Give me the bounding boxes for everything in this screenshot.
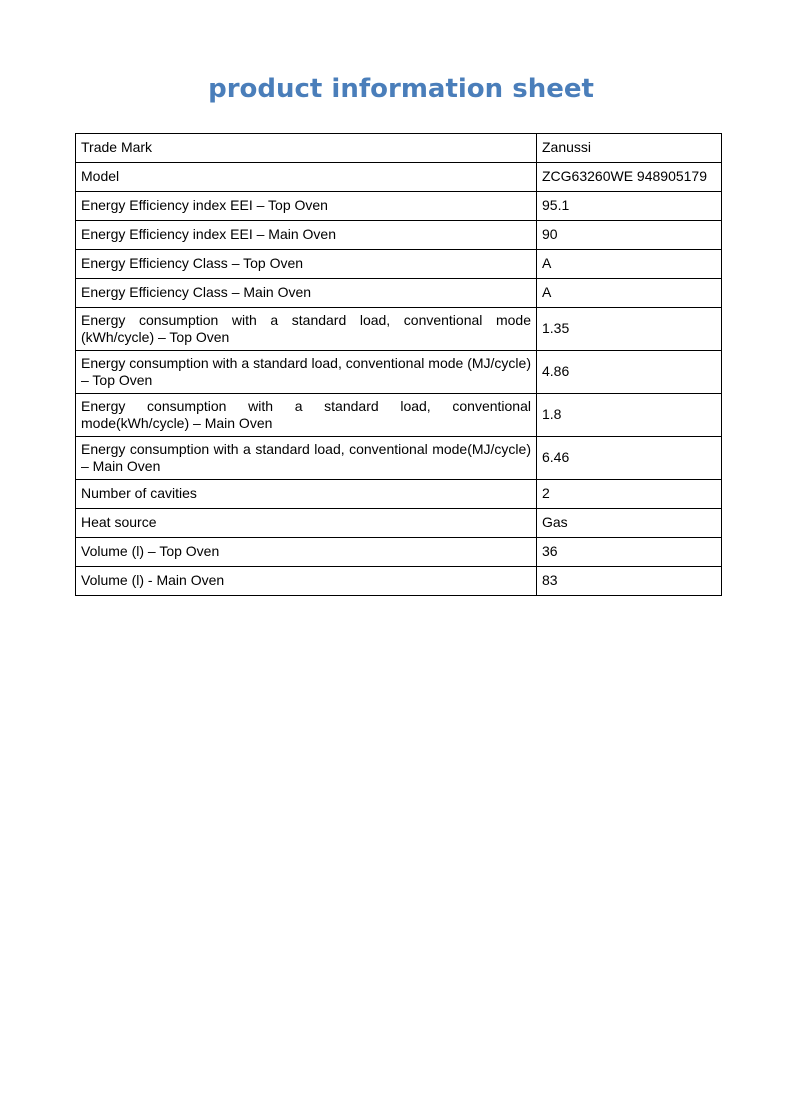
label-cell: Energy consumption with a standard load, conventional mode(kWh/cycle) – Main Oven <box>76 394 537 437</box>
page-title: product information sheet <box>208 74 594 104</box>
label-cell: Volume (l) - Main Oven <box>76 567 537 596</box>
label-cell: Number of cavities <box>76 480 537 509</box>
label-cell: Energy Efficiency Class – Top Oven <box>76 250 537 279</box>
value-cell: 90 <box>537 221 722 250</box>
product-info-table <box>75 133 722 596</box>
table-row <box>76 538 722 567</box>
table-row <box>76 509 722 538</box>
table-row <box>76 134 722 163</box>
label-cell: Energy Efficiency Class – Main Oven <box>76 279 537 308</box>
table-row <box>76 437 722 480</box>
table-row <box>76 351 722 394</box>
label-cell: Energy consumption with a standard load, conventional mode(MJ/cycle) – Main Oven <box>76 437 537 480</box>
table-row <box>76 279 722 308</box>
label-cell: Energy Efficiency index EEI – Main Oven <box>76 221 537 250</box>
table-row <box>76 221 722 250</box>
table-row <box>76 192 722 221</box>
table-row <box>76 480 722 509</box>
table-row <box>76 308 722 351</box>
label-cell: Volume (l) – Top Oven <box>76 538 537 567</box>
value-cell: A <box>537 279 722 308</box>
value-cell: 36 <box>537 538 722 567</box>
value-cell: 1.8 <box>537 394 722 437</box>
table-row <box>76 394 722 437</box>
label-cell: Heat source <box>76 509 537 538</box>
value-cell: Zanussi <box>537 134 722 163</box>
value-cell: Gas <box>537 509 722 538</box>
value-cell: 2 <box>537 480 722 509</box>
value-cell: 95.1 <box>537 192 722 221</box>
value-cell: 1.35 <box>537 308 722 351</box>
table-row <box>76 250 722 279</box>
product-info-table-body <box>76 134 722 596</box>
table-row <box>76 163 722 192</box>
label-cell: Energy consumption with a standard load, conventional mode (MJ/cycle) – Top Oven <box>76 351 537 394</box>
value-cell: A <box>537 250 722 279</box>
value-cell: 4.86 <box>537 351 722 394</box>
value-cell: 6.46 <box>537 437 722 480</box>
value-cell: 83 <box>537 567 722 596</box>
label-cell: Energy consumption with a standard load, conventional mode (kWh/cycle) – Top Oven <box>76 308 537 351</box>
label-cell: Energy Efficiency index EEI – Top Oven <box>76 192 537 221</box>
value-cell: ZCG63260WE 948905179 <box>537 163 722 192</box>
label-cell: Model <box>76 163 537 192</box>
table-row <box>76 567 722 596</box>
label-cell: Trade Mark <box>76 134 537 163</box>
